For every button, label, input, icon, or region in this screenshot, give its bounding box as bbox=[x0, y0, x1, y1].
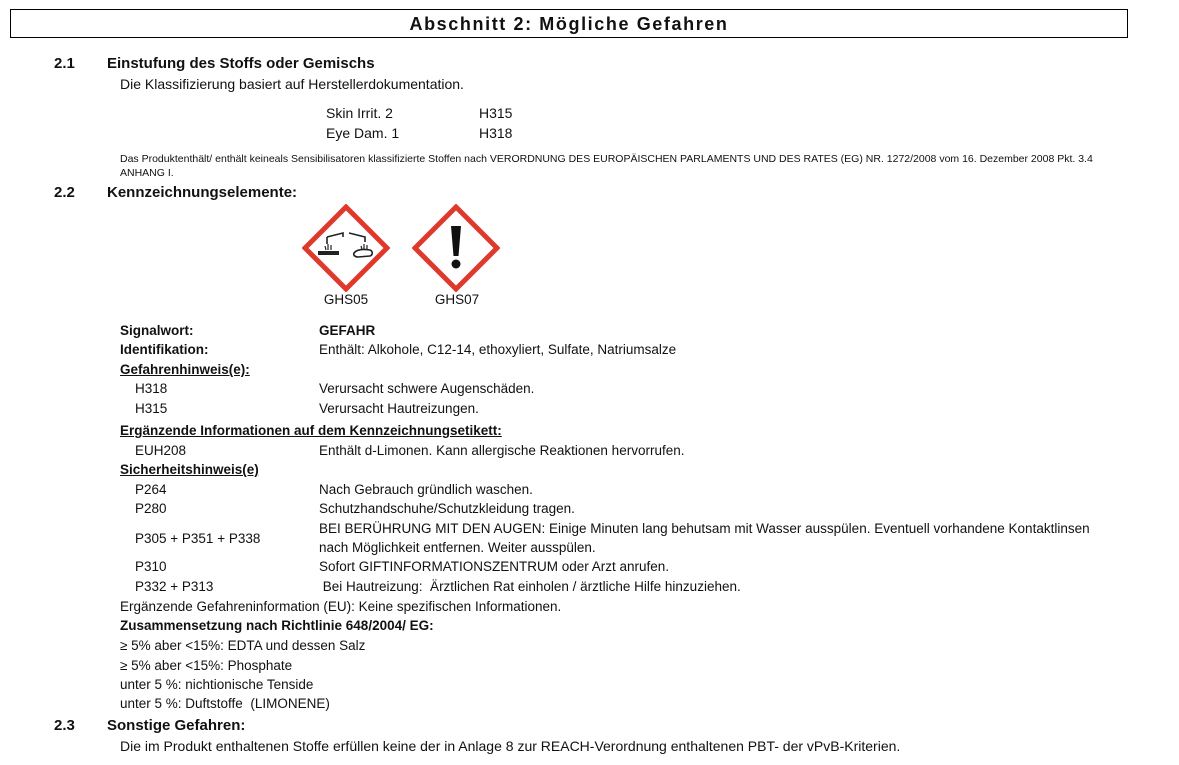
hazard-statements-label: Gefahrenhinweis(e): bbox=[120, 362, 250, 377]
other-hazards-text: Die im Produkt enthaltenen Stoffe erfüllen keine der in Anlage 8 zur REACH-Verordnung enthaltenen PBT- der vPvB-Kriterien. bbox=[120, 738, 901, 754]
classification-code: H318 bbox=[479, 125, 513, 141]
ghs05-label: GHS05 bbox=[323, 292, 369, 307]
section-2-3-number: 2.3 bbox=[54, 717, 75, 734]
classification-category: Skin Irrit. 2 bbox=[326, 105, 393, 121]
ghs05-pictogram bbox=[302, 204, 390, 292]
precautionary-text: Sofort GIFTINFORMATIONSZENTRUM oder Arzt anrufen. bbox=[319, 559, 670, 574]
precautionary-code: P280 bbox=[135, 501, 167, 516]
precautionary-text: BEI BERÜHRUNG MIT DEN AUGEN: Einige Minuten lang behutsam mit Wasser ausspülen. Eventuell vorhandene Kontaktlinsen bbox=[319, 521, 1090, 536]
hazard-code: H315 bbox=[135, 401, 168, 416]
classification-code: H315 bbox=[479, 105, 513, 121]
composition-label: Zusammensetzung nach Richtlinie 648/2004/ EG: bbox=[120, 618, 434, 633]
ghs07-label: GHS07 bbox=[434, 292, 480, 307]
signal-word-value: GEFAHR bbox=[319, 323, 376, 338]
supplemental-text: Enthält d-Limonen. Kann allergische Reaktionen hervorrufen. bbox=[319, 443, 685, 458]
composition-item: unter 5 %: nichtionische Tenside bbox=[120, 677, 314, 692]
section-2-1-title: Einstufung des Stoffs oder Gemischs bbox=[107, 55, 375, 72]
precautionary-text: Nach Gebrauch gründlich waschen. bbox=[319, 482, 533, 497]
supplemental-info-label: Ergänzende Informationen auf dem Kennzeichnungsetikett: bbox=[120, 423, 502, 438]
composition-item: unter 5 %: Duftstoffe (LIMONENE) bbox=[120, 696, 330, 711]
sensitizer-note: Das Produktenthält/ enthält keineals Sensibilisatoren klassifizierte Stoffen nach VERORDNUNG DES EUROPÄISCHEN PARLAMENTS UND DES RATES (EG) NR. 1272/2008 vom 16. Dezember 2008 Pkt. 3.4 bbox=[120, 153, 1093, 165]
section-2-1-number: 2.1 bbox=[54, 55, 75, 72]
precautionary-label: Sicherheitshinweis(e) bbox=[120, 462, 259, 477]
precautionary-text: Schutzhandschuhe/Schutzkleidung tragen. bbox=[319, 501, 575, 516]
identification-value: Enthält: Alkohole, C12-14, ethoxyliert, Sulfate, Natriumsalze bbox=[319, 342, 677, 357]
precautionary-text: Bei Hautreizung: Ärztlichen Rat einholen / ärztliche Hilfe hinzuziehen. bbox=[319, 579, 741, 594]
page-title: Abschnitt 2: Mögliche Gefahren bbox=[409, 14, 729, 34]
hazard-text: Verursacht schwere Augenschäden. bbox=[319, 381, 535, 396]
classification-category: Eye Dam. 1 bbox=[326, 125, 400, 141]
hazard-code: H318 bbox=[135, 381, 168, 396]
sensitizer-note-annex: ANHANG I. bbox=[120, 167, 174, 179]
precautionary-code: P305 + P351 + P338 bbox=[135, 531, 261, 546]
precautionary-code: P264 bbox=[135, 482, 167, 497]
exclamation-mark-icon bbox=[412, 204, 500, 292]
eu-hazard-info: Ergänzende Gefahreninformation (EU): Keine spezifischen Informationen. bbox=[120, 599, 562, 614]
precautionary-code: P310 bbox=[135, 559, 167, 574]
ghs07-pictogram bbox=[412, 204, 500, 292]
identification-label: Identifikation: bbox=[120, 342, 209, 357]
composition-item: ≥ 5% aber <15%: EDTA und dessen Salz bbox=[120, 638, 366, 653]
precautionary-code: P332 + P313 bbox=[135, 579, 214, 594]
section-2-3-title: Sonstige Gefahren: bbox=[107, 717, 246, 734]
hazard-text: Verursacht Hautreizungen. bbox=[319, 401, 479, 416]
section-2-2-title: Kennzeichnungselemente: bbox=[107, 184, 298, 201]
section-title-box bbox=[10, 9, 1128, 38]
classification-intro: Die Klassifizierung basiert auf Herstellerdokumentation. bbox=[120, 76, 464, 92]
signal-word-label: Signalwort: bbox=[120, 323, 194, 338]
corrosion-icon bbox=[302, 204, 390, 292]
composition-item: ≥ 5% aber <15%: Phosphate bbox=[120, 658, 293, 673]
supplemental-code: EUH208 bbox=[135, 443, 187, 458]
section-2-2-number: 2.2 bbox=[54, 184, 75, 201]
precautionary-text-continued: nach Möglichkeit entfernen. Weiter ausspülen. bbox=[319, 540, 596, 555]
